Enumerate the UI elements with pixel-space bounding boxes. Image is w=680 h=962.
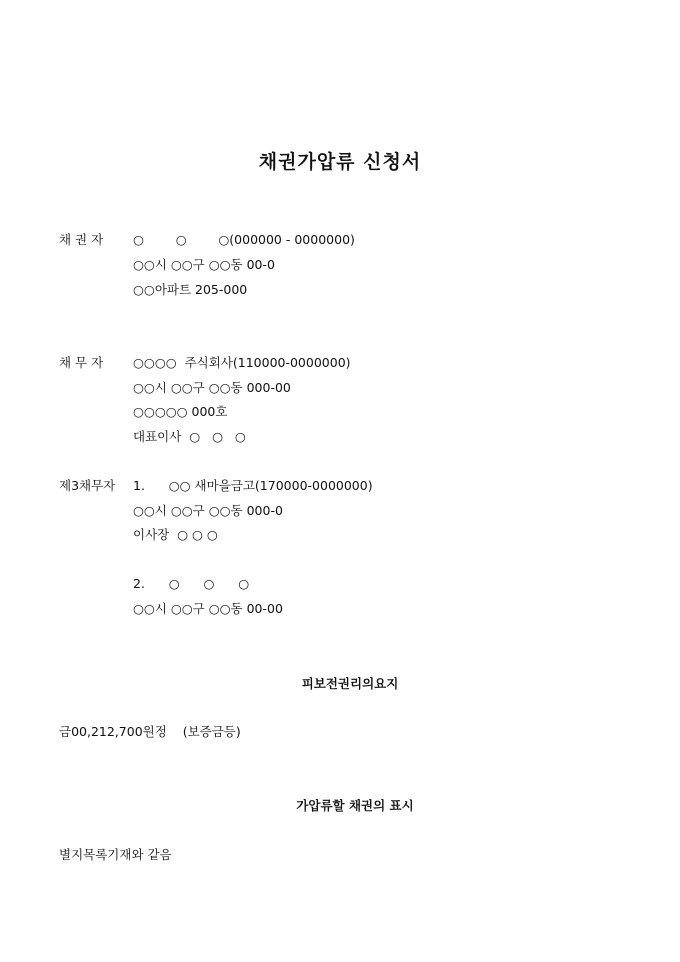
debtor-representative-line: 대표이사 ○ ○ ○ [133,429,246,444]
third-debtor-1-address-line: ○○시 ○○구 ○○동 000-0 [133,503,283,518]
seizure-claim-heading: 가압류할 채권의 표시 [296,798,414,813]
claim-amount-text: 금00,212,700원정 (보증금등) [59,724,241,739]
creditor-apartment-line: ○○아파트 205-000 [133,282,248,297]
creditor-address-line: ○○시 ○○구 ○○동 00-0 [133,257,275,272]
third-debtor-1-chairman-line: 이사장 ○ ○ ○ [133,527,218,542]
debtor-label: 채 무 자 [59,355,104,370]
seizure-claim-text: 별지목록기재와 같음 [59,847,172,862]
third-debtor-2-name-line: 2. ○ ○ ○ [133,576,250,591]
creditor-name-line: ○ ○ ○(000000 - 0000000) [133,232,355,247]
third-debtor-label: 제3채무자 [59,478,116,493]
document-title: 채권가압류 신청서 [258,151,422,173]
third-debtor-2-address-line: ○○시 ○○구 ○○동 00-00 [133,601,283,616]
third-debtor-1-name-line: 1. ○○ 새마을금고(170000-0000000) [133,478,373,493]
claim-summary-heading: 피보전권리의요지 [301,676,399,691]
debtor-building-line: ○○○○○ 000호 [133,404,228,419]
creditor-label: 채 권 자 [59,232,104,247]
debtor-address-line: ○○시 ○○구 ○○동 000-00 [133,380,291,395]
debtor-company-line: ○○○○ 주식회사(110000-0000000) [133,355,351,370]
